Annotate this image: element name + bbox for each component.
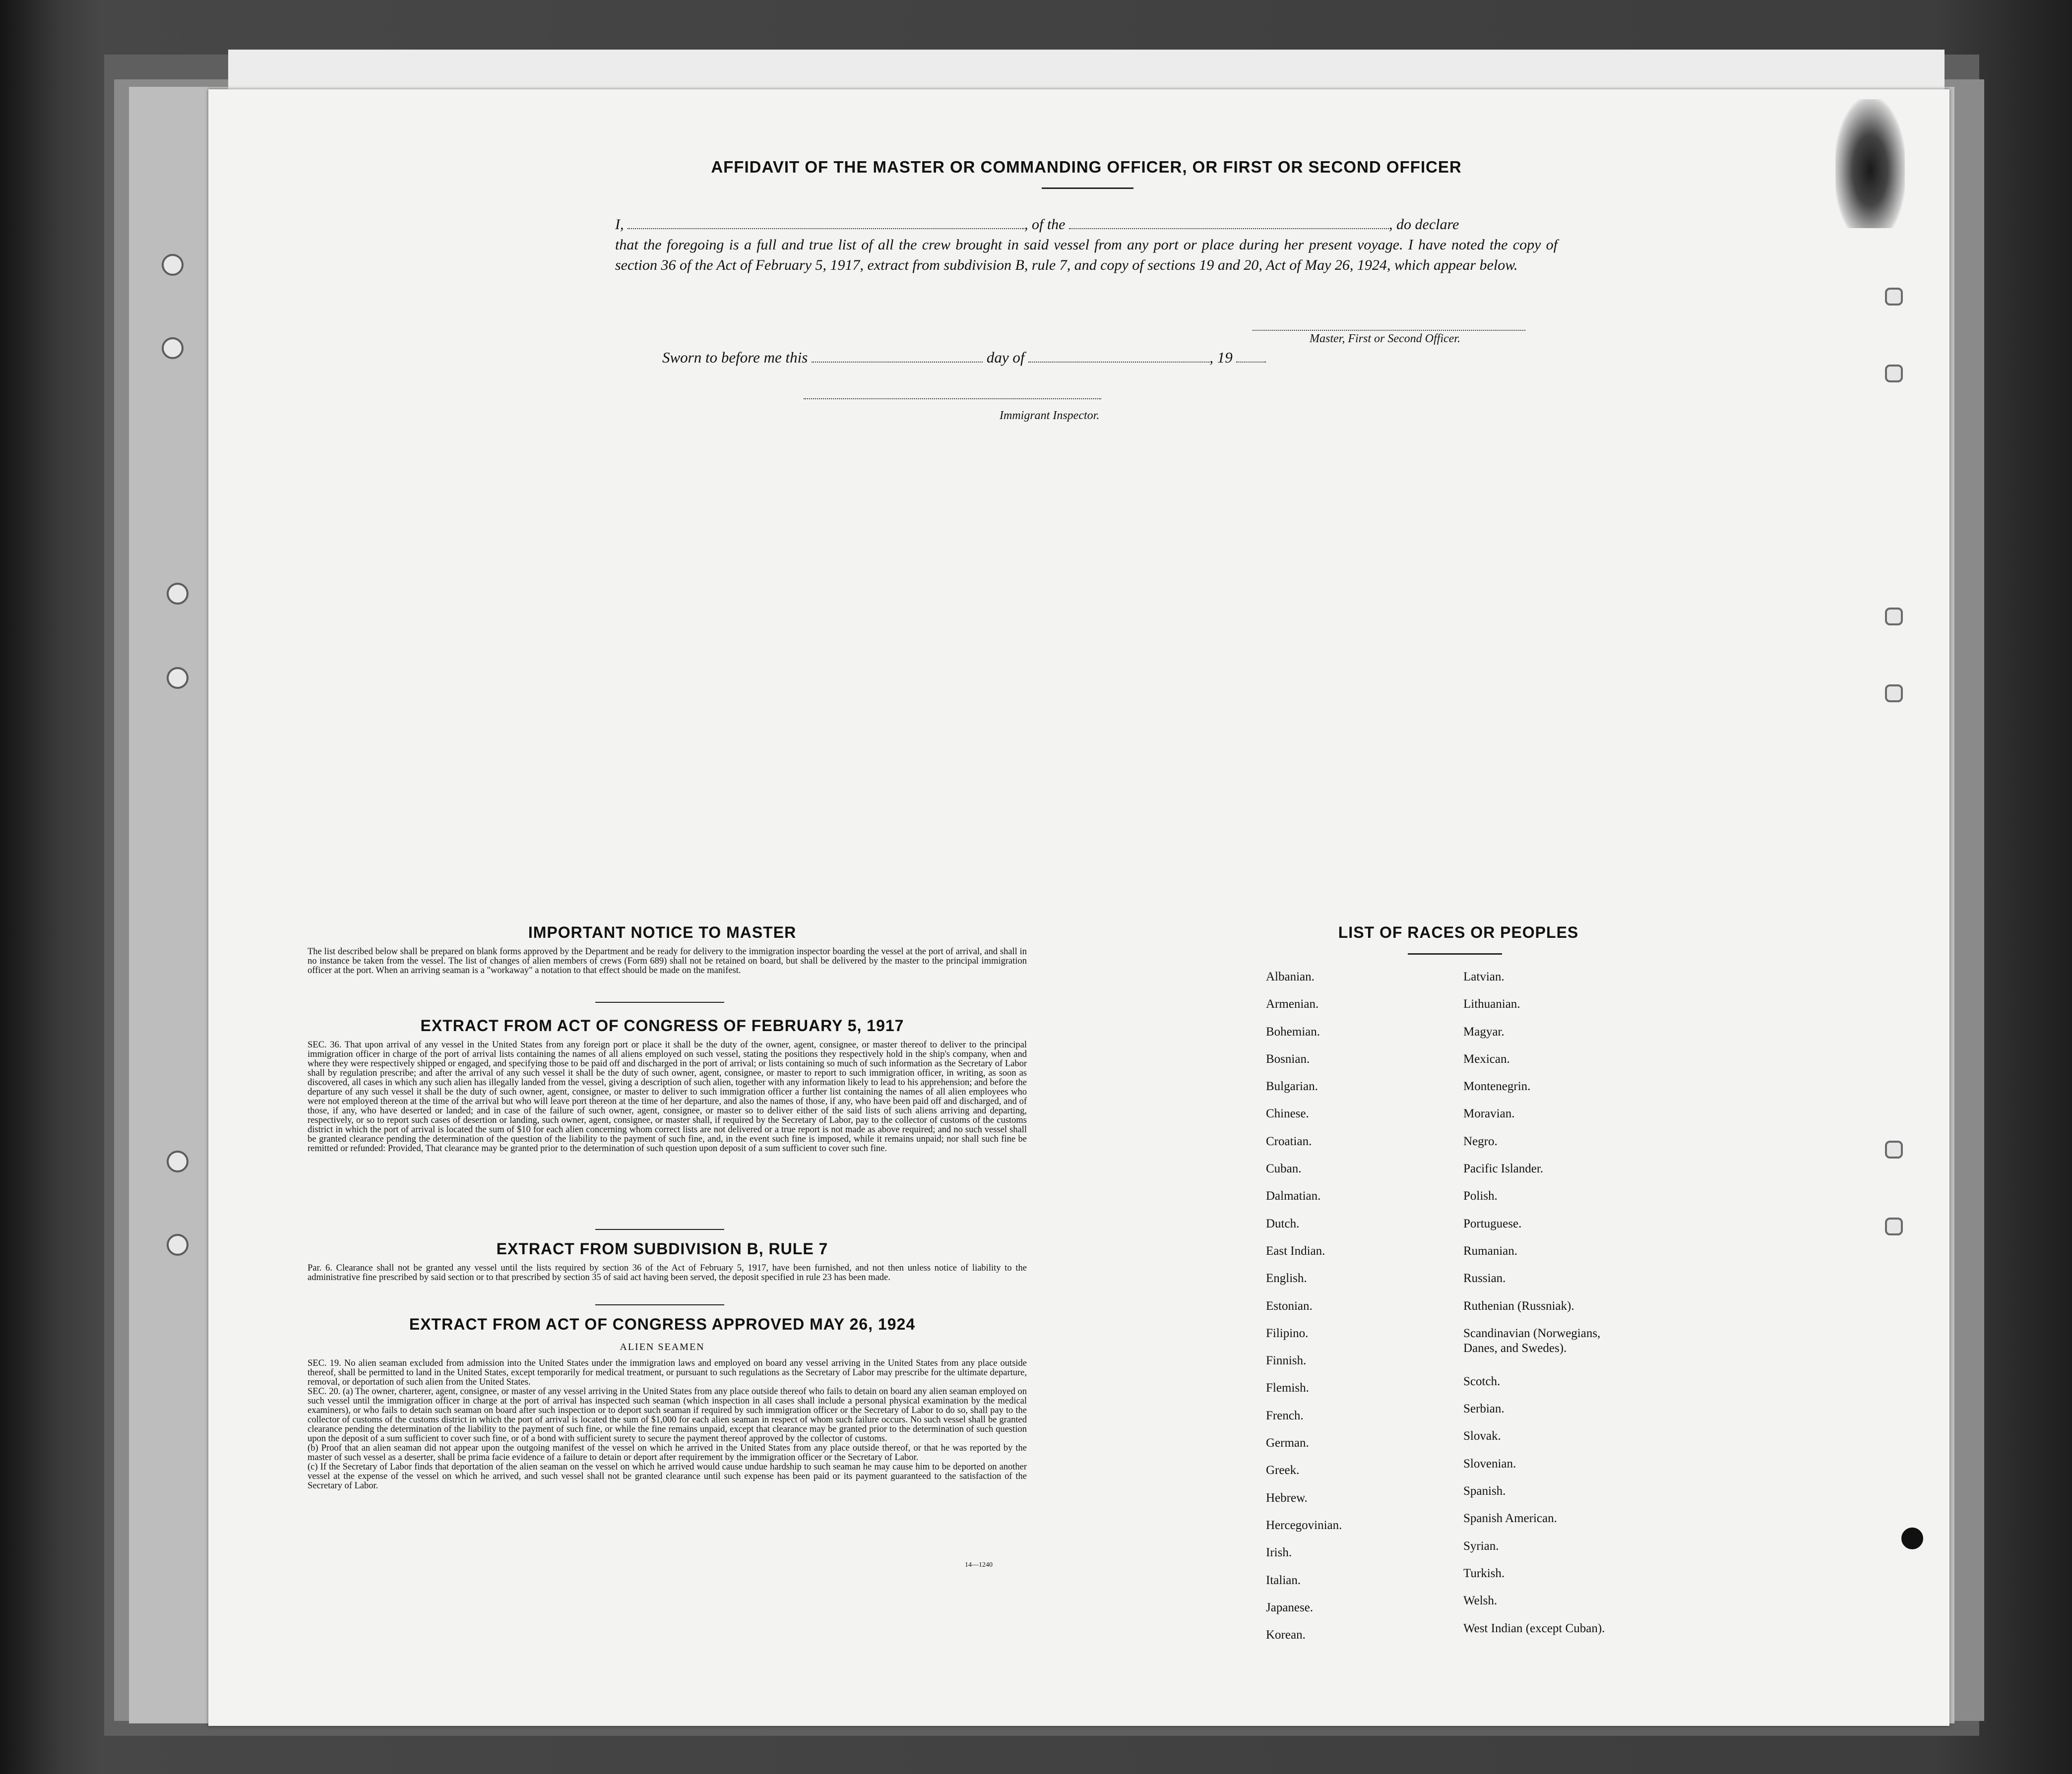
- binder-hole: [162, 254, 184, 276]
- section-rule: [595, 1229, 724, 1230]
- race-item: Russian.: [1463, 1272, 1506, 1285]
- sec-20-text: SEC. 20. (a) The owner, charterer, agent, consignee, or master of any vessel arriving in the United States from any place outside thereof who fails to detain on board any alien seaman employed on such vessel until the immigration officer in charge at the port of arrival has inspected such seaman (which inspection in all cases shall include a personal physical examination by the medical examiners), or who fails to detain such seaman on board after such inspection or to deport such seaman if required by such immigration officer or the Secretary of Labor to do so, shall pay to the collector of customs of the customs district in which the port of arrival is located the sum of $1,000 for each alien seaman in respect of whom such failure occurs. No such vessel shall be granted clearance pending the determination of the liability to the payment of such fine, or while the fine remains unpaid, except that clearance may be granted prior to the determination of such question upon the deposit of a sum sufficient to cover such fine, or of a bond with sufficient surety to secure the payment thereof approved by the collector of customs.: [308, 1387, 1027, 1444]
- section-rule: [595, 1002, 724, 1003]
- affidavit-i: I,: [615, 216, 624, 233]
- race-item: German.: [1266, 1436, 1309, 1450]
- race-item: Chinese.: [1266, 1107, 1309, 1121]
- race-item: Turkish.: [1463, 1566, 1505, 1580]
- punch-hole: [1885, 1218, 1903, 1235]
- vessel-name-field[interactable]: [1069, 216, 1389, 229]
- extract-1924-title: EXTRACT FROM ACT OF CONGRESS APPROVED MAY 26, 1924: [409, 1315, 916, 1333]
- race-item: Portuguese.: [1463, 1217, 1522, 1230]
- binder-hole: [167, 583, 188, 605]
- race-item: Greek.: [1266, 1464, 1300, 1477]
- extract-rule7-text: Par. 6. Clearance shall not be granted any vessel until the lists required by section 36 of the Act of February 5, 1917, have been furnished, and not then unless notice of liability to the administrative fine prescribed by said section or to that prescribed by section 35 of said act having been served, the deposit specified in rule 23 has been made.: [308, 1263, 1027, 1283]
- race-item: Polish.: [1463, 1189, 1498, 1203]
- race-item: English.: [1266, 1272, 1307, 1285]
- race-item: Dalmatian.: [1266, 1189, 1321, 1203]
- race-item: Welsh.: [1463, 1594, 1498, 1608]
- race-item: Latvian.: [1463, 970, 1505, 983]
- extract-1917-title: EXTRACT FROM ACT OF CONGRESS OF FEBRUARY 5, 1917: [420, 1017, 904, 1035]
- extract-1917-text: SEC. 36. That upon arrival of any vessel in the United States from any foreign port or place it shall be the duty of the owner, agent, consignee, or master thereof to deliver to the principal immigration officer in charge of the port of arrival lists containing the names of all aliens employed on such vessel, stating the positions they respectively hold in the ship's company, when and where they were respectively shipped or engaged, and specifying those to be paid off and discharged in the port of arrival; or lists containing so much of such information as the Secretary of Labor shall by regulation prescribe; and after the arrival of any such vessel it shall be the duty of such owner, agent, consignee, or master to report to such immigration officer, in writing, as soon as discovered, all cases in which any such alien has illegally landed from the vessel, giving a description of such alien, together with any information likely to lead to his apprehension; and before the departure of any such vessel it shall be the duty of such owner, agent, consignee, or master to deliver to such immigration officer a further list containing the names of all alien employees who were not employed thereon at the time of the arrival but who will leave port thereon at the time of her departure, and also the names of those, if any, who have been paid off and discharged, and of those, if any, who have deserted or landed; and in case of the failure of such owner, agent, consignee, or master so to deliver either of the said lists of such aliens arriving and departing, respectively, or so to report such cases of desertion or landing, such owner, agent, consignee, or master shall, if required by the Secretary of Labor, pay to the collector of customs of the customs district in which the port of arrival is located the sum of $10 for each alien concerning whom correct lists are not delivered or a true report is not made as above required; and no such vessel shall be granted clearance pending the determination of the question of the liability to the payment of such fine, and, in the event such fine is imposed, while it remains unpaid; nor shall such fine be remitted or refunded: Provided, That clearance may be granted prior to the determination of such question upon deposit of a sum sufficient to cover such fine.: [308, 1040, 1027, 1154]
- race-item: Spanish.: [1463, 1484, 1506, 1498]
- races-title: LIST OF RACES OR PEOPLES: [1338, 923, 1579, 941]
- race-item: Magyar.: [1463, 1025, 1505, 1039]
- master-signature-field[interactable]: [1253, 330, 1525, 331]
- race-item: Croatian.: [1266, 1134, 1312, 1148]
- race-item: Filipino.: [1266, 1326, 1309, 1340]
- race-item: Scotch.: [1463, 1374, 1501, 1388]
- race-item: Spanish American.: [1463, 1512, 1557, 1526]
- race-item: Bohemian.: [1266, 1025, 1320, 1039]
- alien-seamen-subtitle: ALIEN SEAMEN: [620, 1342, 705, 1352]
- affidavit-title: AFFIDAVIT OF THE MASTER OR COMMANDING OFFICER, OR FIRST OR SECOND OFFICER: [711, 158, 1462, 176]
- sec-19-text: SEC. 19. No alien seaman excluded from admission into the United States under the immigration laws and employed on board any vessel arriving in the United States from any place outside thereof, shall be permitted to land in the United States, except temporarily for medical treatment, or pursuant to such regulations as the Secretary of Labor may prescribe for the ultimate departure, removal, or deportation of such alien from the United States.: [308, 1358, 1027, 1387]
- race-item: Serbian.: [1463, 1402, 1505, 1416]
- race-item: Slovenian.: [1463, 1457, 1516, 1470]
- inspector-caption: Immigrant Inspector.: [1000, 409, 1100, 422]
- title-rule: [1042, 187, 1133, 189]
- punch-hole: [1901, 1528, 1923, 1549]
- race-item: Slovak.: [1463, 1429, 1501, 1443]
- notice-text: The list described below shall be prepared on blank forms approved by the Department and be ready for delivery to the immigration inspector boarding the vessel at the port of arrival, and shall in no instance be taken from the vessel. The list of changes of alien members of crews (Form 689) shall not be retained on board, but shall be delivered by the master to the principal immigration officer at the port. When an arriving seaman is a "workaway" a notation to that effect should be made on the manifest.: [308, 947, 1027, 976]
- race-item: Hebrew.: [1266, 1491, 1308, 1505]
- race-item: Bosnian.: [1266, 1052, 1310, 1066]
- race-item: Syrian.: [1463, 1539, 1499, 1553]
- punch-hole: [1885, 684, 1903, 702]
- sworn-line: [662, 349, 1266, 367]
- race-item: Bulgarian.: [1266, 1080, 1318, 1094]
- race-item: Finnish.: [1266, 1354, 1307, 1368]
- race-item: Montenegrin.: [1463, 1080, 1531, 1094]
- punch-hole: [1885, 288, 1903, 306]
- affidavit-of-the: , of the: [1024, 216, 1066, 233]
- race-item: Negro.: [1463, 1134, 1498, 1148]
- race-item: Hercegovinian.: [1266, 1518, 1342, 1532]
- race-item: French.: [1266, 1408, 1304, 1422]
- punch-hole: [1885, 365, 1903, 382]
- affidavit-declare: , do declare: [1389, 216, 1459, 233]
- affidavit-statement: [615, 214, 1558, 275]
- race-item: Korean.: [1266, 1628, 1306, 1642]
- race-item: Armenian.: [1266, 997, 1319, 1011]
- binder-hole: [167, 1234, 188, 1256]
- race-item: Rumanian.: [1463, 1244, 1518, 1258]
- race-item: Scandinavian (Norwegians, Danes, and Swedes).: [1463, 1326, 1601, 1355]
- torn-corner: [1835, 99, 1905, 228]
- race-item: Moravian.: [1463, 1107, 1515, 1121]
- notice-title: IMPORTANT NOTICE TO MASTER: [528, 923, 797, 941]
- sworn-year-field[interactable]: [1236, 350, 1266, 363]
- race-item: Dutch.: [1266, 1217, 1300, 1230]
- race-item: Cuban.: [1266, 1162, 1302, 1176]
- inspector-signature-field[interactable]: [804, 398, 1101, 399]
- races-title-rule: [1408, 953, 1502, 955]
- form-number: 14—1240: [965, 1561, 993, 1569]
- binder-hole: [167, 667, 188, 689]
- master-caption: Master, First or Second Officer.: [1310, 332, 1460, 345]
- race-item: Mexican.: [1463, 1052, 1510, 1066]
- affidavit-body: that the foregoing is a full and true list of all the crew brought in said vessel from any port or place during her present voyage. I have noted the copy of section 36 of the Act of February 5, 1917, extract from subdivision B, rule 7, and copy of sections 19 and 20, Act of May 26, 1924, which appear below.: [615, 237, 1558, 273]
- binder-hole: [162, 337, 184, 359]
- sworn-month-field[interactable]: [1028, 350, 1209, 363]
- punch-hole: [1885, 1141, 1903, 1159]
- races-right-column: [1463, 970, 1672, 1649]
- section-rule: [595, 1304, 724, 1305]
- sworn-day-of: day of: [986, 349, 1025, 366]
- race-item: Flemish.: [1266, 1381, 1309, 1395]
- race-item: Albanian.: [1266, 970, 1315, 983]
- sec-20c-text: (c) If the Secretary of Labor finds that deportation of the alien seaman on the vessel on which he arrived would cause undue hardship to such seaman he may cause him to be deported on another vessel at the expense of the vessel on which he arrived, and such vessel shall not be granted clearance until such expense has been paid or its payment guaranteed to the satisfaction of the Secretary of Labor.: [308, 1462, 1027, 1491]
- sworn-year: , 19: [1209, 349, 1233, 366]
- race-item: Ruthenian (Russniak).: [1463, 1299, 1574, 1313]
- race-item: Pacific Islander.: [1463, 1162, 1544, 1176]
- race-item: Japanese.: [1266, 1600, 1314, 1614]
- extract-rule7-title: EXTRACT FROM SUBDIVISION B, RULE 7: [496, 1240, 828, 1258]
- punch-hole: [1885, 608, 1903, 625]
- race-item: Italian.: [1266, 1573, 1301, 1587]
- binder-hole: [167, 1151, 188, 1172]
- extract-1924-body: [308, 1359, 1027, 1491]
- race-item: West Indian (except Cuban).: [1463, 1621, 1605, 1635]
- master-name-field[interactable]: [628, 216, 1024, 229]
- sworn-day-field[interactable]: [812, 350, 983, 363]
- races-left-column: [1266, 970, 1444, 1655]
- race-item: East Indian.: [1266, 1244, 1325, 1258]
- race-item: Lithuanian.: [1463, 997, 1520, 1011]
- sworn-prefix: Sworn to before me this: [662, 349, 808, 366]
- race-item: Irish.: [1266, 1546, 1292, 1560]
- sec-20b-text: (b) Proof that an alien seaman did not appear upon the outgoing manifest of the vessel on which he arrived in the United States from any place outside thereof, or that he was reported by the master of such vessel as a deserter, shall be prima facie evidence of a failure to detain or deport after requirement by the immigration officer or the Secretary of Labor.: [308, 1443, 1027, 1463]
- race-item: Estonian.: [1266, 1299, 1313, 1313]
